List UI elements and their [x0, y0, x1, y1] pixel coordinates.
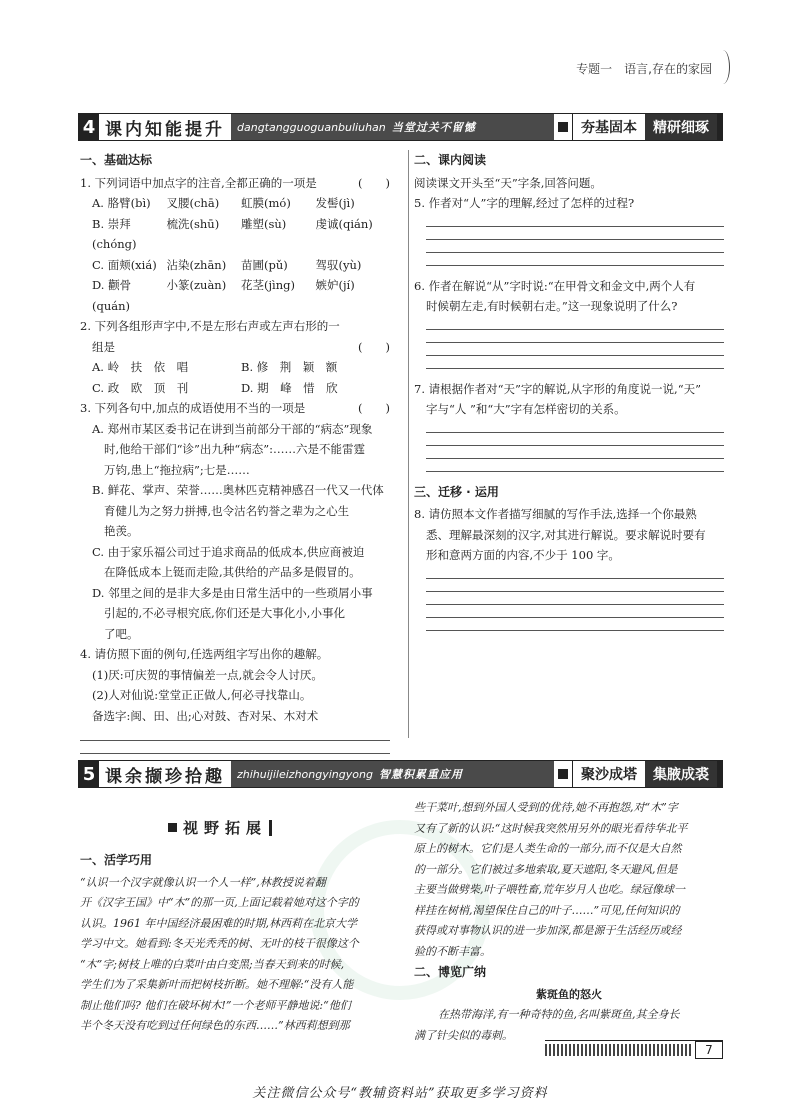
section-5-pinyin-text: zhihuijileizhongyingyong	[237, 767, 373, 781]
q1-option: 驾驭(yù)	[315, 257, 362, 272]
question-6: 6. 作者在解说“从”字时说:“在甲骨文和金文中,两个人有	[414, 278, 696, 293]
q3-line: 引起的,不必寻根究底,你们还是大事化小,小事化	[104, 606, 345, 620]
q4-example-1: (1)厌:可庆贺的事情偏差一点,就会令人讨厌。	[92, 667, 323, 682]
q1-option: B. 崇拜(chóng)	[92, 216, 137, 251]
q2-option: A. 岭 扶 依 唱	[92, 360, 189, 374]
article-line: 制止他们吗? 他们在破坏树木!”一个老师平静地说:“他们	[80, 998, 351, 1012]
question-8: 8. 请仿照本文作者描写细腻的写作手法,选择一个你最熟	[414, 507, 697, 521]
hatch-decoration	[545, 1044, 691, 1056]
answer-line	[426, 252, 724, 253]
bar-icon	[269, 820, 272, 836]
q3-line: 在降低成本上铤而走险,其供给的产品多是假冒的。	[104, 565, 361, 579]
q4-example-2: (2)人对仙说:堂堂正正做人,何必寻找靠山。	[92, 688, 312, 702]
section-5-pinyin	[231, 761, 554, 787]
question-7-cont: 字与“人 ”和“大”字有怎样密切的关系。	[426, 402, 626, 416]
question-2-blank: ( )	[358, 339, 390, 354]
section-4-number: 4	[79, 114, 99, 140]
part3-heading: 三、迁移 · 运用	[414, 484, 499, 499]
section-4-subtitle: 当堂过关不留憾	[391, 121, 476, 134]
answer-line	[80, 753, 390, 754]
q1-option: C. 面颊(xiá)	[92, 257, 157, 272]
part2-intro: 阅读课文开头至“天”字条,回答问题。	[414, 175, 602, 190]
article-line: 样挂在树梢,渴望保住自己的叶子……”可见,任何知识的	[414, 903, 680, 917]
article-line: “认识一个汉字就像认识一个人一样”,林教授说着翻	[80, 875, 326, 889]
answer-line	[426, 445, 724, 446]
article-line: 的一部分。它们被过多地索取,夏天遮阳,冬天避风,但是	[414, 862, 678, 876]
q2-option-row	[80, 357, 390, 378]
answer-line	[426, 355, 724, 356]
page-number: 7	[695, 1041, 723, 1059]
bottom-right-column	[414, 798, 724, 1046]
q3-line: 时,他给干部们“诊”出九种“病态”:……六是不能雷霆	[104, 442, 366, 456]
article-line: 开《汉字王国》中“木”的那一页,上面记载着她对这个字的	[80, 896, 359, 909]
article-line: 学生们为了采集新叶而把树枝折断。她不理解:“没有人能	[80, 978, 354, 991]
q1-option-row	[80, 275, 390, 316]
q1-option: 发髻(jì)	[315, 196, 355, 210]
question-2-cont	[80, 337, 390, 358]
vision-heading	[168, 817, 272, 838]
question-1-blank: ( )	[358, 175, 390, 190]
question-8-cont-2: 形和意两方面的内容,不少于 100 字。	[426, 548, 620, 562]
page-number-bar	[545, 1040, 723, 1058]
answer-line	[426, 591, 724, 592]
footer-note: 关注微信公众号“教辅资料站”获取更多学习资料	[252, 1086, 548, 1101]
q1-option: 梳洗(shū)	[166, 216, 220, 231]
section-5-end-bar	[717, 761, 722, 787]
section-4-tag2: 精研细琢	[645, 114, 717, 140]
q1-option-row	[80, 214, 390, 255]
question-4: 4. 请仿照下面的例句,任选两组字写出你的趣解。	[80, 647, 329, 661]
q1-option: D. 颧骨(quán)	[92, 278, 132, 313]
answer-line	[426, 458, 724, 459]
q3-line: 了吧。	[104, 626, 139, 641]
q2-option: D. 期 峰 惜 欣	[241, 380, 338, 395]
section-5-number: 5	[79, 761, 99, 787]
story-line: 满了针尖似的毒刺。	[414, 1028, 513, 1042]
question-5: 5. 作者对“人”字的理解,经过了怎样的过程?	[414, 196, 635, 210]
q4-options: 备选字:闽、田、出;心对鼓、杏对呆、木对术	[92, 708, 319, 723]
article-line: “木”字;树枝上唯的白菜叶由白变黑;当春天到来的时候,	[80, 957, 345, 971]
section-4-pinyin	[231, 114, 554, 140]
question-3	[80, 398, 390, 419]
answer-line	[426, 604, 724, 605]
q1-option: 沾染(zhān)	[166, 257, 227, 272]
article-line: 学习中文。她看到:冬天光秃秃的树、无叶的枝干很像这个	[80, 937, 359, 950]
q1-option: A. 胳臂(bì)	[92, 196, 151, 210]
square-icon	[558, 122, 568, 132]
q2-option: B. 修 荆 颖 额	[241, 360, 338, 374]
q3-line: 艳羡。	[104, 524, 139, 538]
question-1	[80, 173, 390, 194]
right-column	[414, 150, 724, 631]
q1-option: 小篆(zuàn)	[166, 278, 227, 292]
article-line: 验的不断丰富。	[414, 944, 491, 958]
question-2: 2. 下列各组形声字中,不是左形右声或左声右形的一	[80, 319, 340, 333]
vision-title: 视野拓展	[183, 819, 268, 837]
section-5-subtitle: 智慧积累重应用	[378, 768, 463, 781]
section-4-end-bar	[717, 114, 722, 140]
square-icon	[168, 823, 177, 832]
question-3-blank: ( )	[358, 401, 390, 415]
question-3-text: 3. 下列各句中,加点的成语使用不当的一项是	[80, 401, 306, 415]
bottom-left-column	[80, 850, 390, 1037]
answer-line	[426, 329, 724, 330]
section-5-title: 课余撷珍拾趣	[105, 766, 225, 787]
q1-option: 叉腰(chā)	[166, 196, 220, 210]
article-line: 些干菜叶,想到外国人受到的优待,她不再抱怨,对“木”字	[414, 801, 678, 814]
answer-line	[426, 226, 724, 227]
article-line: 主要当做劈柴,叶子喂牲畜,荒年岁月人也吃。绿冠像球一	[414, 883, 685, 896]
story-line: 在热带海洋,有一种奇特的鱼,名叫紫斑鱼,其全身长	[438, 1008, 680, 1021]
section-4-title: 课内知能提升	[105, 119, 225, 140]
section-4-banner	[78, 113, 723, 141]
story-title: 紫斑鱼的怒火	[536, 987, 602, 1001]
question-2-cont-text: 组是	[92, 339, 115, 354]
q1-option: 嫉妒(jí)	[315, 278, 355, 292]
square-icon	[558, 769, 568, 779]
section-4-tag1: 夯基固本	[572, 114, 645, 140]
question-6-cont: 时候朝左走,有时候朝右走。”这一现象说明了什么?	[426, 299, 678, 313]
section-5-banner	[78, 760, 723, 788]
article-line: 获得或对事物认识的进一步加深,都是源于生活经历或经	[414, 924, 682, 937]
bottom-right-heading: 二、博览广纳	[414, 965, 487, 979]
answer-line	[426, 630, 724, 631]
question-1-text: 1. 下列词语中加点字的注音,全都正确的一项是	[80, 175, 317, 190]
q1-option: 雕塑(sù)	[241, 216, 287, 231]
question-7: 7. 请根据作者对“天”字的解说,从字形的角度说一说,“天”	[414, 381, 701, 396]
left-column	[80, 150, 390, 780]
q1-option-row	[80, 193, 390, 214]
answer-line	[426, 342, 724, 343]
section-4-pinyin-text: dangtangguoguanbuliuhan	[237, 120, 386, 134]
answer-line	[426, 617, 724, 618]
question-8-cont-1: 悉、理解最深刻的汉字,对其进行解说。要求解说时要有	[426, 527, 706, 542]
answer-line	[426, 471, 724, 472]
answer-line	[426, 368, 724, 369]
answer-line	[426, 578, 724, 579]
column-divider	[408, 150, 409, 738]
q1-option: 虹膜(mó)	[241, 196, 291, 210]
article-line: 半个冬天没有吃到过任何绿色的东西……”林西莉想到那	[80, 1019, 350, 1032]
q1-option: 苗圃(pǔ)	[241, 257, 288, 272]
q1-option: 虔诚(qián)	[315, 216, 373, 231]
section-5-tag2: 集腋成裘	[645, 761, 717, 787]
q3-line: A. 郑州市某区委书记在讲到当前部分干部的“病态”现象	[92, 421, 373, 436]
q2-option: C. 政 欧 顶 刊	[92, 380, 189, 395]
answer-line	[426, 265, 724, 266]
article-right	[414, 798, 724, 962]
q3-line: C. 由于家乐福公司过于追求商品的低成本,供应商被迫	[92, 544, 365, 559]
answer-line	[426, 432, 724, 433]
answer-line	[80, 740, 390, 741]
part2-heading: 二、课内阅读	[414, 153, 487, 167]
q3-line: B. 鲜花、掌声、荣誉……奥林匹克精神感召一代又一代体	[92, 483, 384, 497]
header-arc-decoration	[716, 50, 730, 84]
q2-option-row	[80, 378, 390, 399]
article-line: 认识。1961 年中国经济最困难的时期,林西莉在北京大学	[80, 916, 357, 930]
article-line: 原上的树木。它们是人类生命的一部分,而不仅是大自然	[414, 842, 682, 855]
answer-line	[426, 239, 724, 240]
q3-line: 育健儿为之努力拼搏,也令沽名钓誉之辈为之心生	[104, 503, 350, 518]
part1-heading: 一、基础达标	[80, 153, 153, 167]
q1-option-row	[80, 255, 390, 276]
section-5-tag1: 聚沙成塔	[572, 761, 645, 787]
article-left	[80, 873, 390, 1037]
q1-option: 花茎(jìng)	[241, 278, 295, 292]
header-topic: 专题一 语言,存在的家园	[576, 62, 712, 76]
q3-line: D. 邻里之间的是非大多是由日常生活中的一些琐屑小事	[92, 585, 373, 600]
article-line: 又有了新的认识:“这时候我突然用另外的眼光看待华北平	[414, 821, 688, 835]
bottom-left-heading: 一、活学巧用	[80, 853, 153, 867]
q3-line: 万钧,患上“拖拉病”;七是……	[104, 462, 250, 477]
